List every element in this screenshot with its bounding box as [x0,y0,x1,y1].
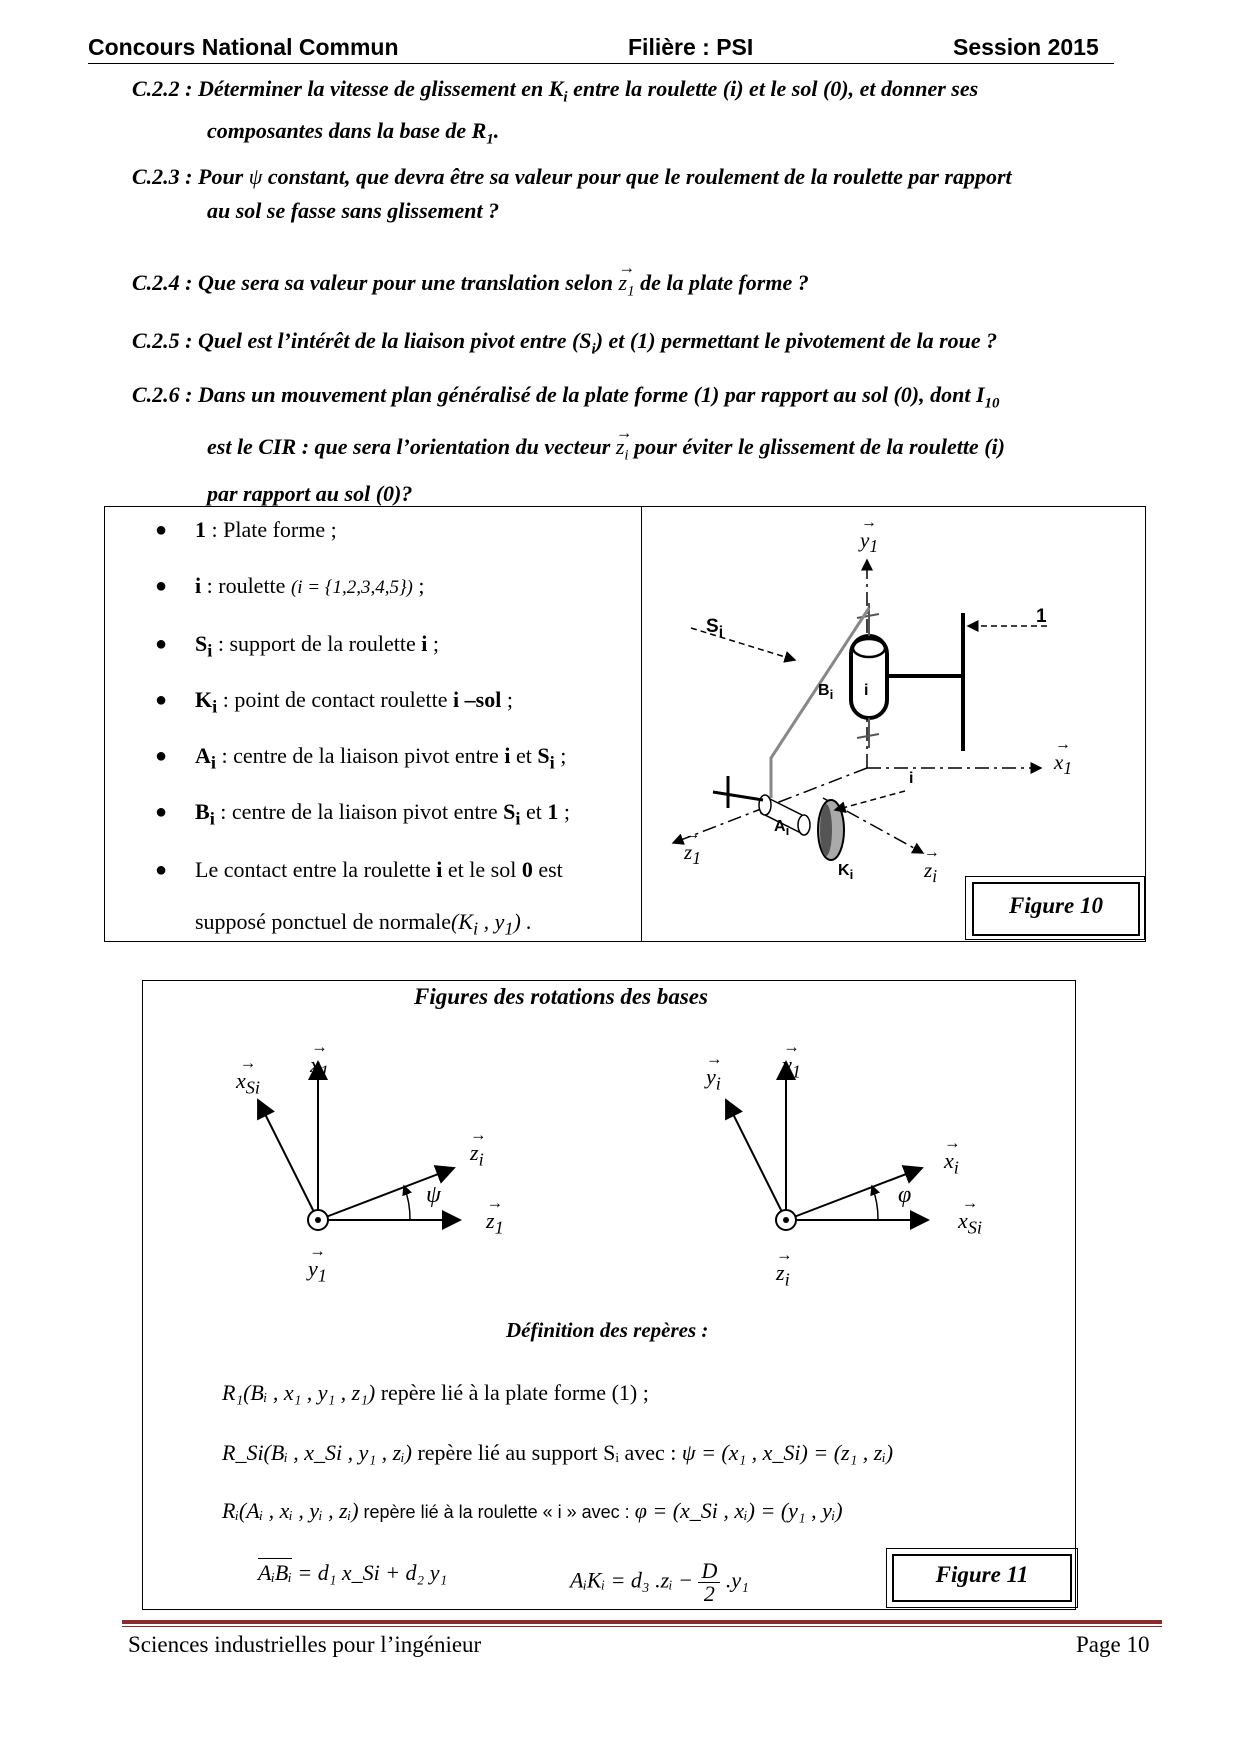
footer-rule-bottom [122,1626,1162,1627]
label-ki: $K_i$ [838,862,854,883]
figure10-label: Figure 10 [1009,893,1103,918]
label-zi-left: → $z_i$ [470,1140,484,1170]
label-xsi-right: → $x_{Si}$ [958,1208,982,1238]
header-rule [88,63,1114,64]
question-c23: C.2.3 : Pour ψ constant, que devra être sa valeur pour que le roulement de la roulette par rapport au sol se fasse sans glissement ? [132,164,1012,223]
label-xsi-left: → $x_{Si}$ [236,1068,260,1098]
label-phi: φ [898,1182,912,1208]
label-zi-right: → $z_i$ [776,1260,790,1290]
definition-aibi: AᵢBᵢ = d₁ x_Si + d₂ y₁ [258,1560,448,1585]
footer-rule-top [122,1620,1162,1624]
vector-z1: → $z_1$ [619,266,635,308]
label-i-arrow: i [909,770,914,787]
label-x1: → $x_1$ [1054,750,1072,779]
label-x1-left: → $x_1$ [310,1052,329,1082]
label-y1: → $y_1$ [860,528,878,557]
label-z1: → $z_1$ [684,840,701,869]
label-bi: $B_i$ [818,682,834,703]
label-zi: → $z_i$ [924,858,937,887]
definition-aiki: AᵢKᵢ = d₃ .zᵢ − $\frac{D}{2}$ .y₁ [570,1558,749,1606]
question-c24: C.2.4 : Que sera sa valeur pour une translation selon → $z_1$ de la plate forme ? [132,266,1172,308]
figure10-divider [641,506,642,942]
definitions-title: Définition des repères : [506,1318,709,1342]
footer-subject: Sciences industrielles pour l’ingénieur [128,1632,482,1657]
definition-rsi: R_Si(Bᵢ , x_Si , y₁ , zᵢ) repère lié au support Sᵢ avec : ψ = (x₁ , x_Si) = (z₁ , zᵢ) [222,1440,894,1465]
label-si: $S_i$ [706,616,724,641]
definition-r1: R₁(Bᵢ , x₁ , y₁ , z₁) repère lié à la plate forme (1) ; [222,1380,649,1405]
question-c26: C.2.6 : Dans un mouvement plan généralisé de la plate forme (1) par rapport au sol (0), dont $I_{10}$ est le CIR : que sera l’orientation du vecteur → $z_i$ pour éviter le glissement de la roulette (i) par rapport au sol (0)? [132,378,1172,511]
figure10-diagram [643,508,1143,938]
bi-cylinder [851,636,887,718]
label-z1-left: → $z_1$ [486,1208,504,1238]
header-exam-name: Concours National Commun [88,34,399,60]
figure11-label: Figure 11 [935,1562,1029,1587]
header-session: Session 2015 [953,34,1099,60]
header-filiere: Filière : PSI [628,34,754,60]
question-c25: C.2.5 : Quel est l’intérêt de la liaison pivot entre $(S_i)$ et (1) permettant le pivotement de la roue ? [132,328,998,358]
label-i-inner: i [864,682,869,699]
label-y1-right: → $y_1$ [782,1052,801,1082]
label-y1-left: → $y_1$ [308,1256,327,1286]
label-platform-1: 1 [1036,606,1047,627]
definition-ri: Rᵢ(Aᵢ , xᵢ , yᵢ , zᵢ) repère lié à la roulette « i » avec : φ = (x_Si , xᵢ) = (y₁ , yᵢ) [222,1498,843,1523]
vector-zi: → $z_i$ [616,430,629,472]
label-xi-right: → $x_i$ [944,1148,959,1178]
figure11-title: Figures des rotations des bases [414,984,708,1009]
question-c22: C.2.2 : Déterminer la vitesse de glissement en $K_i$ entre la roulette (i) et le sol (0), et donner ses composantes dans la base de $R_1$. [132,76,979,148]
label-psi: ψ [426,1182,441,1208]
label-yi-right: → $y_i$ [706,1064,721,1094]
label-ai: $A_i$ [774,818,790,839]
figure11-rotation-diagrams [144,1020,1070,1280]
footer-page-number: Page 10 [1076,1632,1150,1657]
